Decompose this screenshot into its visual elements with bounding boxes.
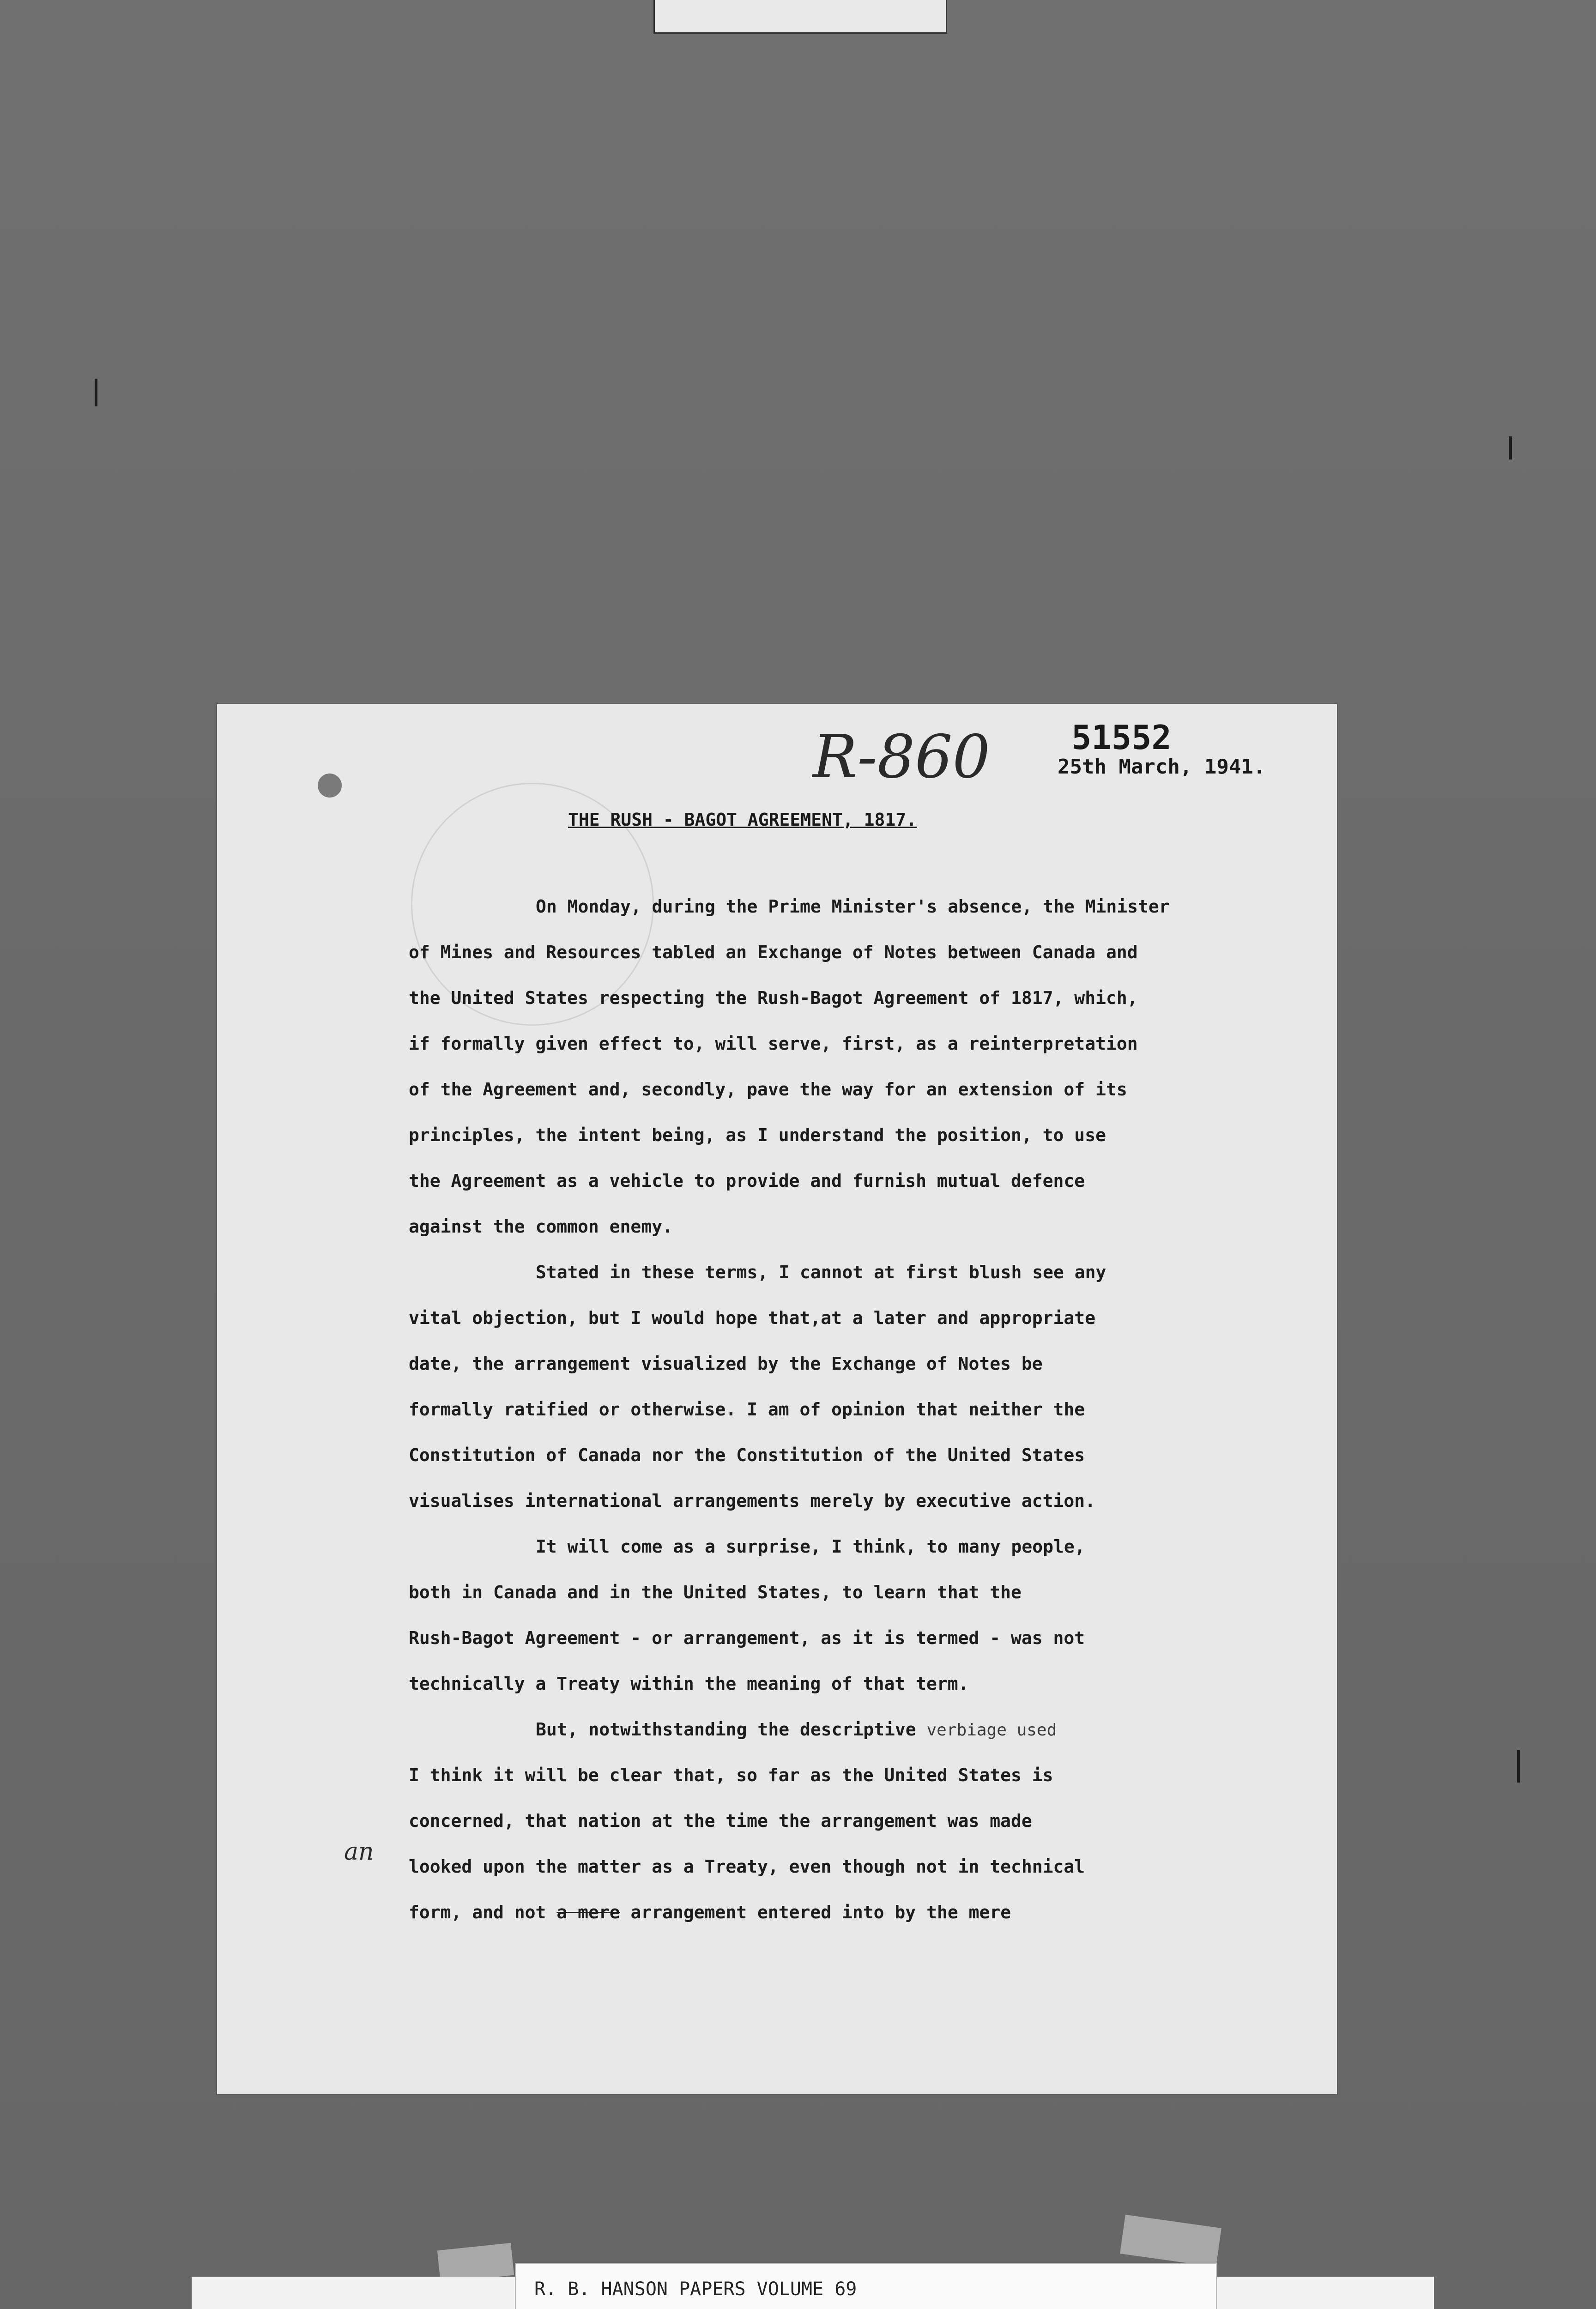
body-line: looked upon the matter as a Treaty, even though not in technical — [409, 1856, 1085, 1877]
body-line: On Monday, during the Prime Minister's absence, the Minister — [536, 896, 1170, 917]
body-line: against the common enemy. — [409, 1216, 673, 1237]
scan-scratch — [95, 379, 97, 406]
line-note: verbiage used — [926, 1721, 1057, 1740]
archive-card — [192, 2277, 1434, 2309]
typed-document — [217, 704, 1337, 2094]
handwritten-reference: R-860 — [813, 723, 990, 792]
body-line: concerned, that nation at the time the arrangement was made — [409, 1811, 1032, 1831]
document-number: 51552 — [1071, 718, 1172, 757]
body-line-with-note — [536, 1719, 1057, 1740]
body-line: of the Agreement and, secondly, pave the way for an extension of its — [409, 1079, 1127, 1100]
volume-label: R. B. HANSON PAPERS VOLUME 69 — [515, 2263, 1217, 2309]
body-line-text: arrangement entered into by the mere — [630, 1902, 1011, 1922]
top-clip — [653, 0, 947, 34]
body-line: It will come as a surprise, I think, to many people, — [536, 1536, 1085, 1557]
body-line: Constitution of Canada nor the Constitution of the United States — [409, 1445, 1085, 1465]
body-line: both in Canada and in the United States, to learn that the — [409, 1582, 1022, 1602]
body-line-with-correction — [409, 1902, 1011, 1922]
struck-word: a mere — [556, 1902, 620, 1922]
body-line: vital objection, but I would hope that,at a later and appropriate — [409, 1308, 1096, 1328]
body-line: Stated in these terms, I cannot at first blush see any — [536, 1262, 1106, 1282]
scan-scratch — [1509, 436, 1512, 459]
body-line: if formally given effect to, will serve, first, as a reinterpretation — [409, 1034, 1138, 1054]
body-line: of Mines and Resources tabled an Exchange of Notes between Canada and — [409, 942, 1138, 962]
document-date: 25th March, 1941. — [1058, 755, 1266, 779]
body-line: date, the arrangement visualized by the Exchange of Notes be — [409, 1354, 1043, 1374]
document-title: THE RUSH - BAGOT AGREEMENT, 1817. — [568, 810, 917, 830]
body-line: formally ratified or otherwise. I am of opinion that neither the — [409, 1399, 1085, 1420]
body-line: visualises international arrangements merely by executive action. — [409, 1491, 1096, 1511]
punch-hole — [318, 774, 342, 798]
body-line: principles, the intent being, as I understand the position, to use — [409, 1125, 1106, 1145]
body-line-text: But, notwithstanding the descriptive — [536, 1719, 916, 1740]
body-line-text: form, and not — [409, 1902, 546, 1922]
body-line: I think it will be clear that, so far as the United States is — [409, 1765, 1053, 1785]
body-line: the Agreement as a vehicle to provide and furnish mutual defence — [409, 1171, 1085, 1191]
handwritten-insert: an — [344, 1838, 374, 1866]
body-line: technically a Treaty within the meaning of that term. — [409, 1674, 969, 1694]
scan-scratch — [1517, 1750, 1520, 1783]
body-line: Rush-Bagot Agreement - or arrangement, as it is termed - was not — [409, 1628, 1085, 1648]
body-line: the United States respecting the Rush-Bagot Agreement of 1817, which, — [409, 988, 1138, 1008]
